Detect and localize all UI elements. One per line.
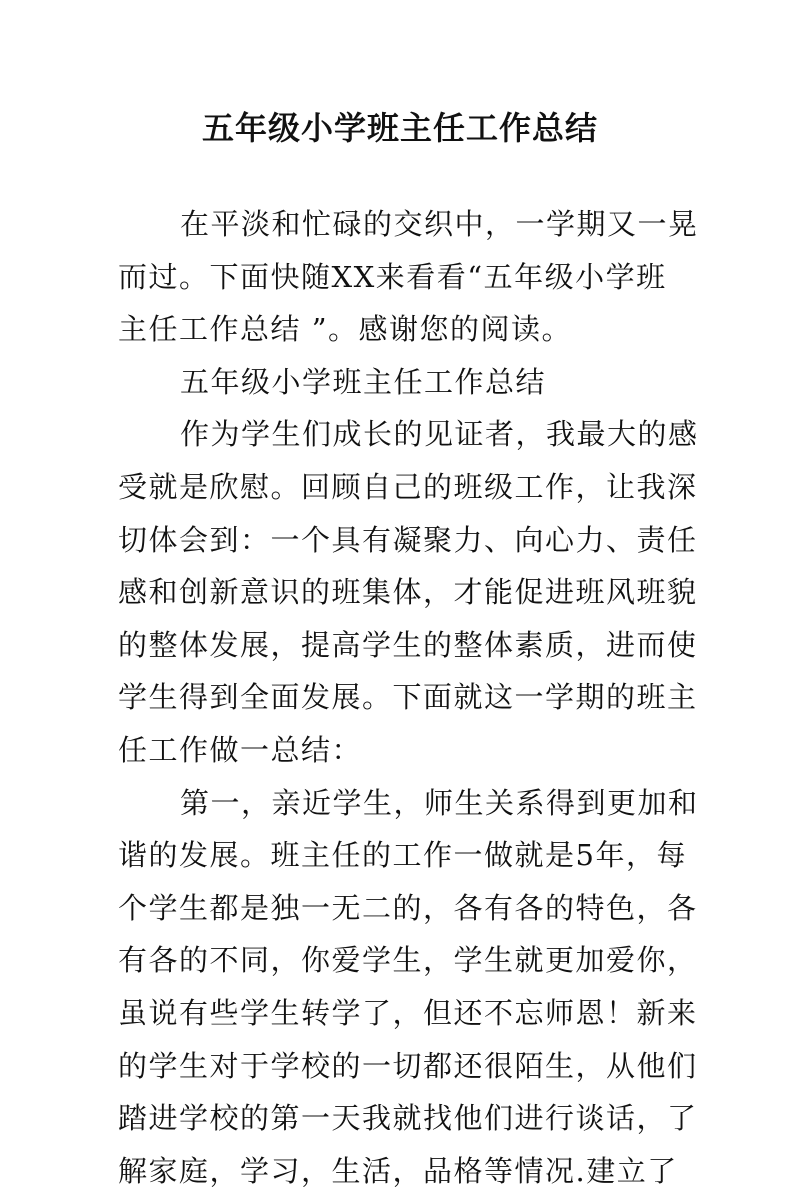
paragraph-line: 解家庭，学习，生活，品格等情况.建立了 <box>118 1153 678 1188</box>
paragraph-line: 作为学生们成长的见证者，我最大的感 <box>180 417 699 452</box>
paragraph-line: 学生得到全面发展。下面就这一学期的班主 <box>118 680 698 715</box>
section-heading: 五年级小学班主任工作总结 <box>180 364 547 399</box>
paragraph-line: 在平淡和忙碌的交织中，一学期又一晃 <box>180 207 699 241</box>
document-body <box>118 198 698 1197</box>
paragraph-line: 任工作做一总结： <box>118 732 363 767</box>
paragraph-line: 个学生都是独一无二的，各有各的特色，各 <box>118 890 698 925</box>
paragraph-line: 第一，亲近学生，师生关系得到更加和 <box>180 785 699 820</box>
paragraph-line: 主任工作总结 ”。感谢您的阅读。 <box>118 312 573 347</box>
paragraph-line: 踏进学校的第一天我就找他们进行谈话，了 <box>118 1101 698 1136</box>
document-title: 五年级小学班主任工作总结 <box>201 109 598 147</box>
paragraph-line: 感和创新意识的班集体，才能促进班风班貌 <box>118 575 698 610</box>
paragraph-line: 而过。下面快随XX来看看“五年级小学班 <box>118 259 667 294</box>
paragraph-line: 有各的不同，你爱学生，学生就更加爱你， <box>118 943 698 978</box>
paragraph-line: 虽说有些学生转学了，但还不忘师恩！新来 <box>118 995 698 1030</box>
paragraph-line: 的学生对于学校的一切都还很陌生，从他们 <box>118 1048 698 1083</box>
paragraph-line: 切体会到：一个具有凝聚力、向心力、责任 <box>118 522 698 557</box>
paragraph-line: 受就是欣慰。回顾自己的班级工作，让我深 <box>118 469 698 504</box>
paragraph-line: 的整体发展，提高学生的整体素质，进而使 <box>118 627 698 662</box>
paragraph-line: 谐的发展。班主任的工作一做就是5年，每 <box>118 838 687 873</box>
